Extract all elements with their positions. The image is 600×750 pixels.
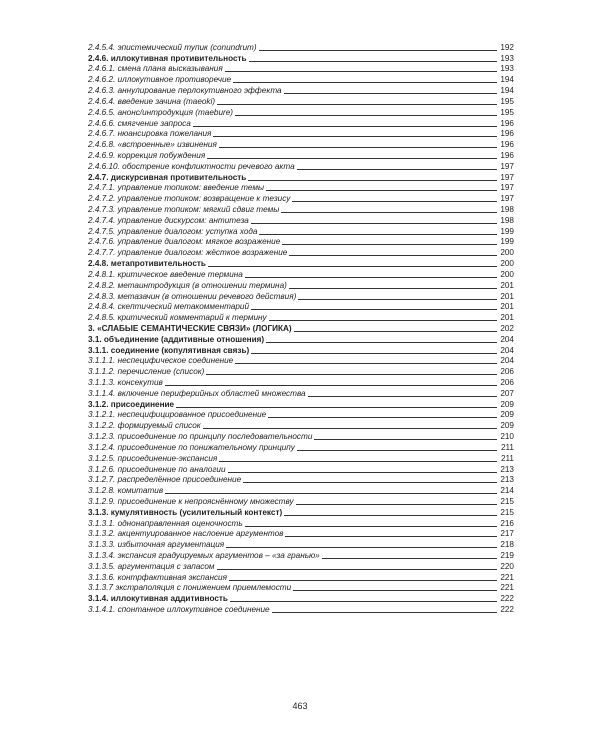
toc-leader-line <box>165 385 497 386</box>
toc-entry <box>88 302 514 313</box>
toc-entry <box>88 410 514 421</box>
toc-entry-page: 200 <box>500 248 514 258</box>
toc-leader-line <box>165 493 497 494</box>
toc-section-heading <box>88 345 514 356</box>
toc-entry-page: 221 <box>500 583 514 593</box>
toc-leader-line <box>176 407 497 408</box>
toc-entry-page: 211 <box>500 453 514 463</box>
toc-entry <box>88 388 514 399</box>
toc-entry-title: 3.1.3.6. контрфактивная экспансия <box>88 572 227 582</box>
toc-entry-page: 209 <box>500 399 514 409</box>
toc-entry-title: 2.4.7.1. управление топиком: введение темы <box>88 183 264 193</box>
toc-entry-title: 3.1.2.4. присоединение по понижательному принципу <box>88 442 295 452</box>
toc-leader-line <box>297 169 497 170</box>
toc-entry <box>88 237 514 248</box>
toc-entry-title: 3.1.2.1. неспецифицированное присоединение <box>88 410 267 420</box>
toc-entry-page: 196 <box>500 150 514 160</box>
toc-section-heading <box>88 334 514 345</box>
toc-entry-page: 201 <box>500 313 514 323</box>
toc-entry-title: 2.4.6.1. смена плана высказывания <box>88 64 223 74</box>
toc-entry-title: 2.4.7.3. управление топиком: мягкий сдвиг темы <box>88 205 280 214</box>
toc-entry-page: 196 <box>500 140 514 150</box>
toc-entry <box>88 204 514 215</box>
toc-entry-page: 197 <box>500 161 514 171</box>
toc-entry-page: 192 <box>500 42 514 52</box>
toc-leader-line <box>217 104 497 105</box>
toc-leader-line <box>249 61 497 62</box>
toc-entry-page: 211 <box>500 442 514 452</box>
toc-entry <box>88 64 514 75</box>
toc-entry-title: 3.1.1.1. неспецифическое соединение <box>88 356 234 366</box>
toc-entry-title: 2.4.6.2. иллокутивное противоречие <box>88 75 232 85</box>
toc-entry-page: 222 <box>500 605 514 615</box>
toc-leader-line <box>193 126 497 127</box>
toc-entry-title: 2.4.6.4. введение зачина (maeoki) <box>88 96 216 106</box>
toc-leader-line <box>203 428 497 429</box>
toc-entry-title: 2.4.7. дискурсивная противительность <box>88 172 247 182</box>
toc-entry-title: 2.4.6.6. смягчение запроса <box>88 118 191 128</box>
toc-leader-line <box>269 320 497 321</box>
toc-entry-page: 198 <box>500 215 514 225</box>
toc-entry <box>88 85 514 96</box>
toc-entry <box>88 215 514 226</box>
toc-entry <box>88 431 514 442</box>
toc-entry-page: 217 <box>500 529 514 539</box>
toc-leader-line <box>282 244 497 245</box>
toc-leader-line <box>292 201 497 202</box>
toc-entry-page: 197 <box>500 172 514 182</box>
toc-entry <box>88 529 514 540</box>
toc-entry-title: 2.4.8.4. скептический метакомментарий <box>88 302 250 312</box>
toc-entry-page: 202 <box>500 323 514 333</box>
toc-entry <box>88 161 514 172</box>
toc-entry-title: 3.1.2.7. распределённое присоединение <box>88 475 242 485</box>
toc-entry-title: 2.4.5.4. эпистемический тупик (conundrum) <box>88 42 257 52</box>
toc-entry-page: 198 <box>500 205 514 214</box>
toc-entry <box>88 42 514 53</box>
toc-leader-line <box>219 147 497 148</box>
toc-entry <box>88 475 514 486</box>
toc-entry-page: 214 <box>500 486 514 496</box>
toc-entry-page: 199 <box>500 237 514 247</box>
toc-section-heading <box>88 258 514 269</box>
toc-entry-title: 3.1.1.2. перечисление (список) <box>88 367 205 377</box>
toc-section-heading <box>88 593 514 604</box>
toc-entry-title: 2.4.6.10. обострение конфликтности речевого акта <box>88 161 295 171</box>
toc-entry-page: 194 <box>500 75 514 85</box>
toc-leader-line <box>230 601 497 602</box>
toc-entry-page: 215 <box>500 496 514 506</box>
toc-entry-title: 3.1.2.5. присоединение-экспансия <box>88 453 218 463</box>
toc-entry-page: 197 <box>500 183 514 193</box>
toc-leader-line <box>208 266 497 267</box>
toc-entry-page: 218 <box>500 540 514 550</box>
toc-entry-page: 204 <box>500 345 514 355</box>
toc-entry-title: 3.1. объединение (аддитивные отношения) <box>88 334 265 344</box>
toc-leader-line <box>289 255 497 256</box>
toc-leader-line <box>308 396 497 397</box>
toc-entry <box>88 129 514 140</box>
toc-entry-title: 3.1.1. соединение (копулятивная связь) <box>88 345 250 355</box>
toc-entry-title: 3.1.3.4. экспансия градуируемых аргументов – «за гранью» <box>88 551 320 560</box>
toc-entry <box>88 539 514 550</box>
toc-entry <box>88 572 514 583</box>
toc-entry-title: 2.4.7.5. управление диалогом: уступка хода <box>88 226 258 236</box>
toc-entry <box>88 183 514 194</box>
toc-entry-page: 207 <box>500 388 514 398</box>
toc-section-heading <box>88 53 514 64</box>
toc-leader-line <box>314 439 497 440</box>
toc-entry-page: 201 <box>500 302 514 312</box>
toc-entry-title: 3.1.2.3. присоединение по принципу последовательности <box>88 432 313 442</box>
toc-entry <box>88 583 514 594</box>
toc-leader-line <box>206 374 497 375</box>
toc-leader-line <box>225 71 497 72</box>
toc-leader-line <box>298 299 497 300</box>
toc-leader-line <box>245 277 497 278</box>
toc-entry <box>88 247 514 258</box>
toc-entry <box>88 150 514 161</box>
toc-leader-line <box>284 93 497 94</box>
toc-entry-title: 3.1.3.2. акцентуированное наслоение аргументов <box>88 529 284 539</box>
toc-entry-title: 2.4.6.7. нюансировка пожелания <box>88 129 212 139</box>
toc-entry <box>88 604 514 615</box>
toc-leader-line <box>296 504 497 505</box>
toc-entry-page: 201 <box>500 280 514 290</box>
toc-entry-page: 201 <box>500 291 514 301</box>
toc-entry-page: 204 <box>500 356 514 366</box>
toc-leader-line <box>266 342 497 343</box>
toc-entry-title: 2.4.8.2. метаинтродукция (в отношении термина) <box>88 280 287 290</box>
toc-entry <box>88 518 514 529</box>
toc-entry-page: 213 <box>500 475 514 485</box>
toc-entry <box>88 312 514 323</box>
toc-leader-line <box>268 417 497 418</box>
toc-leader-line <box>235 363 497 364</box>
toc-entry-page: 200 <box>500 269 514 279</box>
toc-entry <box>88 366 514 377</box>
toc-entry <box>88 561 514 572</box>
toc-entry <box>88 139 514 150</box>
toc-entry-page: 195 <box>500 107 514 117</box>
toc-entry-page: 196 <box>500 118 514 128</box>
toc-leader-line <box>322 558 497 559</box>
toc-entry-page: 193 <box>500 64 514 74</box>
toc-entry <box>88 464 514 475</box>
toc-entry-title: 3.1.2.8. комитатив <box>88 486 164 496</box>
toc-leader-line <box>217 569 497 570</box>
toc-entry-title: 2.4.6. иллокутивная противительность <box>88 53 247 63</box>
toc-entry-title: 2.4.7.7. управление диалогом: жёсткое возражение <box>88 248 288 258</box>
toc-leader-line <box>235 115 497 116</box>
toc-leader-line <box>266 190 497 191</box>
toc-entry <box>88 442 514 453</box>
toc-entry-title: 2.4.7.4. управление дискурсом: антитеза <box>88 215 249 225</box>
toc-entry <box>88 496 514 507</box>
toc-leader-line <box>293 590 497 591</box>
toc-entry-page: 220 <box>500 561 514 571</box>
toc-entry-page: 222 <box>500 594 514 604</box>
toc-entry-page: 209 <box>500 421 514 431</box>
toc-section-heading <box>88 323 514 334</box>
toc-leader-line <box>289 288 497 289</box>
toc-entry-title: 3.1.2.2. формируемый список <box>88 421 201 431</box>
toc-entry-page: 197 <box>500 194 514 204</box>
toc-entry-page: 196 <box>500 129 514 139</box>
toc-entry-title: 3.1.3.7 экстраполяция с понижением приемлемости <box>88 583 292 593</box>
toc-entry <box>88 107 514 118</box>
toc-section-heading <box>88 172 514 183</box>
table-of-contents <box>88 42 514 615</box>
toc-entry-page: 206 <box>500 378 514 387</box>
toc-section-heading <box>88 399 514 410</box>
toc-entry-title: 3.1.2. присоединение <box>88 399 175 409</box>
toc-entry-page: 204 <box>500 334 514 344</box>
toc-entry <box>88 377 514 388</box>
toc-entry-page: 200 <box>500 259 514 269</box>
toc-leader-line <box>219 461 497 462</box>
toc-leader-line <box>285 536 497 537</box>
toc-leader-line <box>284 515 497 516</box>
toc-section-heading <box>88 507 514 518</box>
toc-entry-page: 193 <box>500 53 514 63</box>
toc-entry <box>88 74 514 85</box>
toc-entry <box>88 269 514 280</box>
toc-entry <box>88 226 514 237</box>
toc-entry-page: 206 <box>500 367 514 377</box>
toc-leader-line <box>251 223 497 224</box>
toc-entry-page: 216 <box>500 518 514 528</box>
toc-entry-page: 209 <box>500 410 514 420</box>
toc-entry-title: 3.1.3.3. избыточная аргументация <box>88 540 225 550</box>
toc-entry-page: 219 <box>500 551 514 560</box>
toc-entry <box>88 96 514 107</box>
toc-entry-title: 2.4.8.3. метазачин (в отношении речевого действия) <box>88 291 297 301</box>
toc-entry-title: 2.4.8.5. критический комментарий к термину <box>88 313 267 323</box>
toc-entry-page: 213 <box>500 464 514 474</box>
toc-entry <box>88 118 514 129</box>
toc-entry-title: 3.1.2.6. присоединение по аналогии <box>88 464 226 474</box>
toc-leader-line <box>251 309 497 310</box>
toc-leader-line <box>281 212 497 213</box>
toc-entry-title: 2.4.8.1. критическое введение термина <box>88 269 243 279</box>
toc-entry-title: 3.1.3.5. аргументация с запасом <box>88 561 215 571</box>
toc-leader-line <box>248 180 497 181</box>
toc-entry-title: 2.4.6.3. аннулирование перлокутивного эффекта <box>88 86 282 96</box>
toc-entry-page: 195 <box>500 96 514 106</box>
toc-entry-page: 194 <box>500 86 514 96</box>
toc-entry-title: 3.1.4.1. спонтанное иллокутивное соединение <box>88 605 270 615</box>
toc-leader-line <box>213 136 497 137</box>
toc-leader-line <box>229 580 497 581</box>
toc-entry-title: 2.4.6.9. коррекция побуждения <box>88 150 206 160</box>
toc-entry-page: 215 <box>500 507 514 517</box>
toc-entry-title: 2.4.7.2. управление топиком: возвращение к тезису <box>88 194 291 204</box>
toc-entry-page: 210 <box>500 432 514 442</box>
toc-leader-line <box>297 450 497 451</box>
toc-entry <box>88 356 514 367</box>
toc-entry <box>88 485 514 496</box>
toc-entry-page: 199 <box>500 226 514 236</box>
toc-entry-title: 3.1.1.3. консекутив <box>88 378 163 387</box>
toc-entry <box>88 291 514 302</box>
toc-entry-title: 3.1.2.9. присоединение к непрояснённому множеству <box>88 496 294 506</box>
toc-entry-title: 2.4.8. метапротивительность <box>88 259 206 269</box>
toc-entry <box>88 193 514 204</box>
toc-leader-line <box>226 547 497 548</box>
toc-entry <box>88 453 514 464</box>
toc-leader-line <box>259 234 497 235</box>
toc-leader-line <box>272 612 497 613</box>
toc-leader-line <box>251 353 497 354</box>
toc-entry-title: 3.1.1.4. включение периферийных областей множества <box>88 388 306 398</box>
toc-entry-title: 3.1.3. кумулятивность (усилительный контекст) <box>88 507 283 517</box>
toc-entry <box>88 280 514 291</box>
toc-entry <box>88 420 514 431</box>
toc-entry-page: 221 <box>500 572 514 582</box>
toc-leader-line <box>228 472 497 473</box>
toc-leader-line <box>245 526 497 527</box>
toc-entry-title: 2.4.6.5. анонс/интродукция (maebure) <box>88 107 234 117</box>
toc-leader-line <box>207 158 497 159</box>
toc-entry-title: 2.4.7.6. управление диалогом: мягкое возражение <box>88 237 281 247</box>
toc-entry-title: 3.1.4. иллокутивная аддитивность <box>88 594 228 604</box>
toc-leader-line <box>294 331 497 332</box>
toc-entry-title: 2.4.6.8. «встроенные» извинения <box>88 140 217 150</box>
toc-leader-line <box>243 482 497 483</box>
toc-entry <box>88 550 514 561</box>
toc-entry-title: 3. «СЛАБЫЕ СЕМАНТИЧЕСКИЕ СВЯЗИ» (ЛОГИКА) <box>88 323 292 333</box>
toc-leader-line <box>259 50 497 51</box>
toc-entry-title: 3.1.3.1. однонаправленная оценочность <box>88 518 243 528</box>
toc-leader-line <box>233 82 497 83</box>
page-number: 463 <box>292 701 308 711</box>
